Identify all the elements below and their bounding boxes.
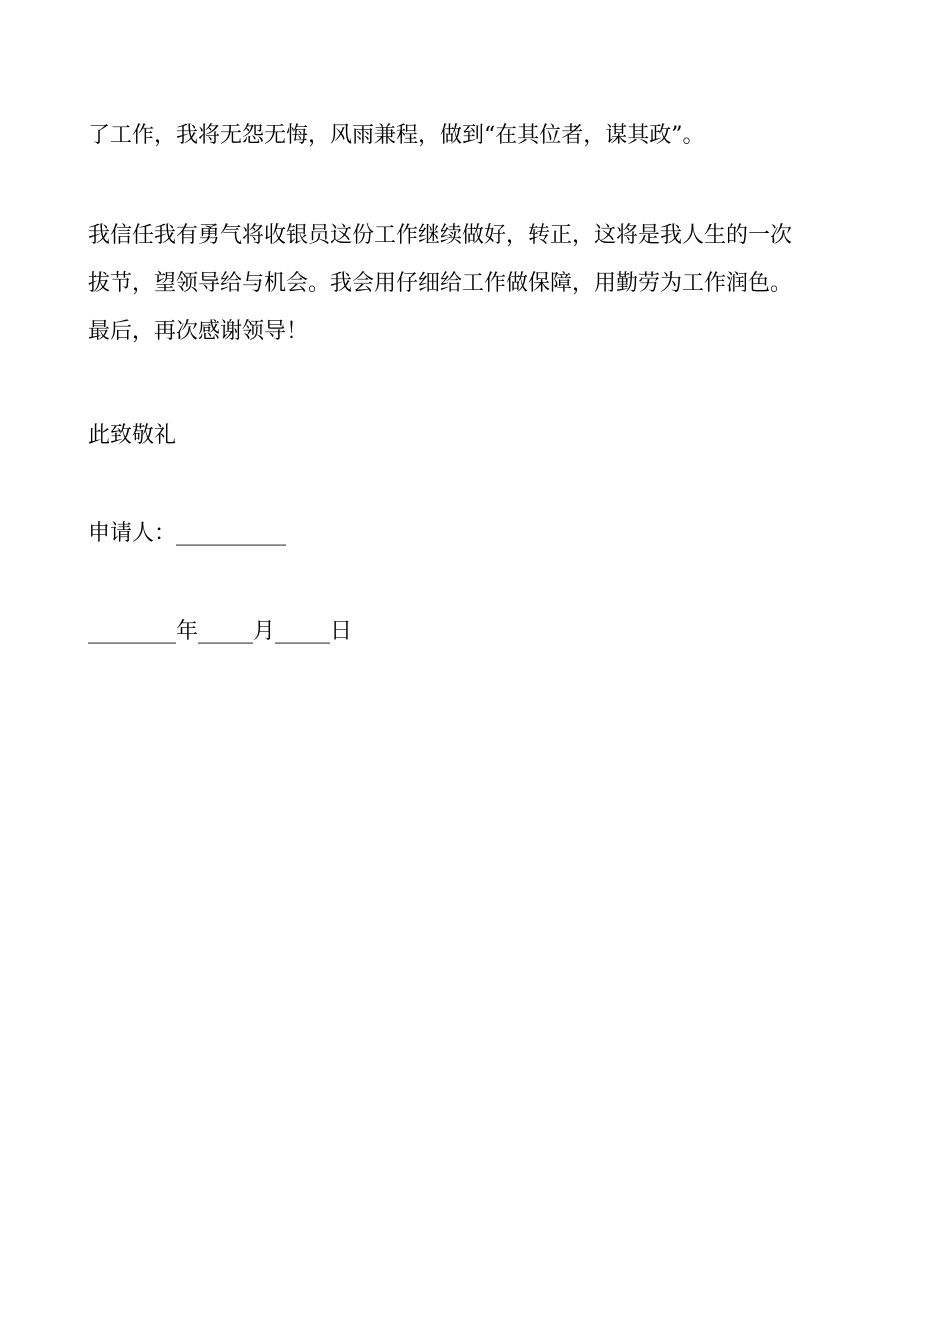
closing-salutation: 此致敬礼 (88, 423, 177, 448)
paragraph-request-line-2: 拔节，望领导给与机会。我会用仔细给工作做保障，用勤劳为工作润色。 (88, 271, 793, 296)
paragraph-request (88, 212, 868, 356)
paragraph-request-line-3: 最后，再次感谢领导！ (88, 319, 309, 344)
paragraph-request-line-1: 我信任我有勇气将收银员这份工作继续做好，转正，这将是我人生的一次 (88, 223, 793, 248)
applicant-signature-line: 申请人：__________ (88, 521, 287, 546)
date-line: ________年_____月_____日 (88, 619, 353, 644)
paragraph-commitment: 了工作，我将无怨无悔，风雨兼程，做到“在其位者，谋其政”。 (88, 123, 705, 148)
